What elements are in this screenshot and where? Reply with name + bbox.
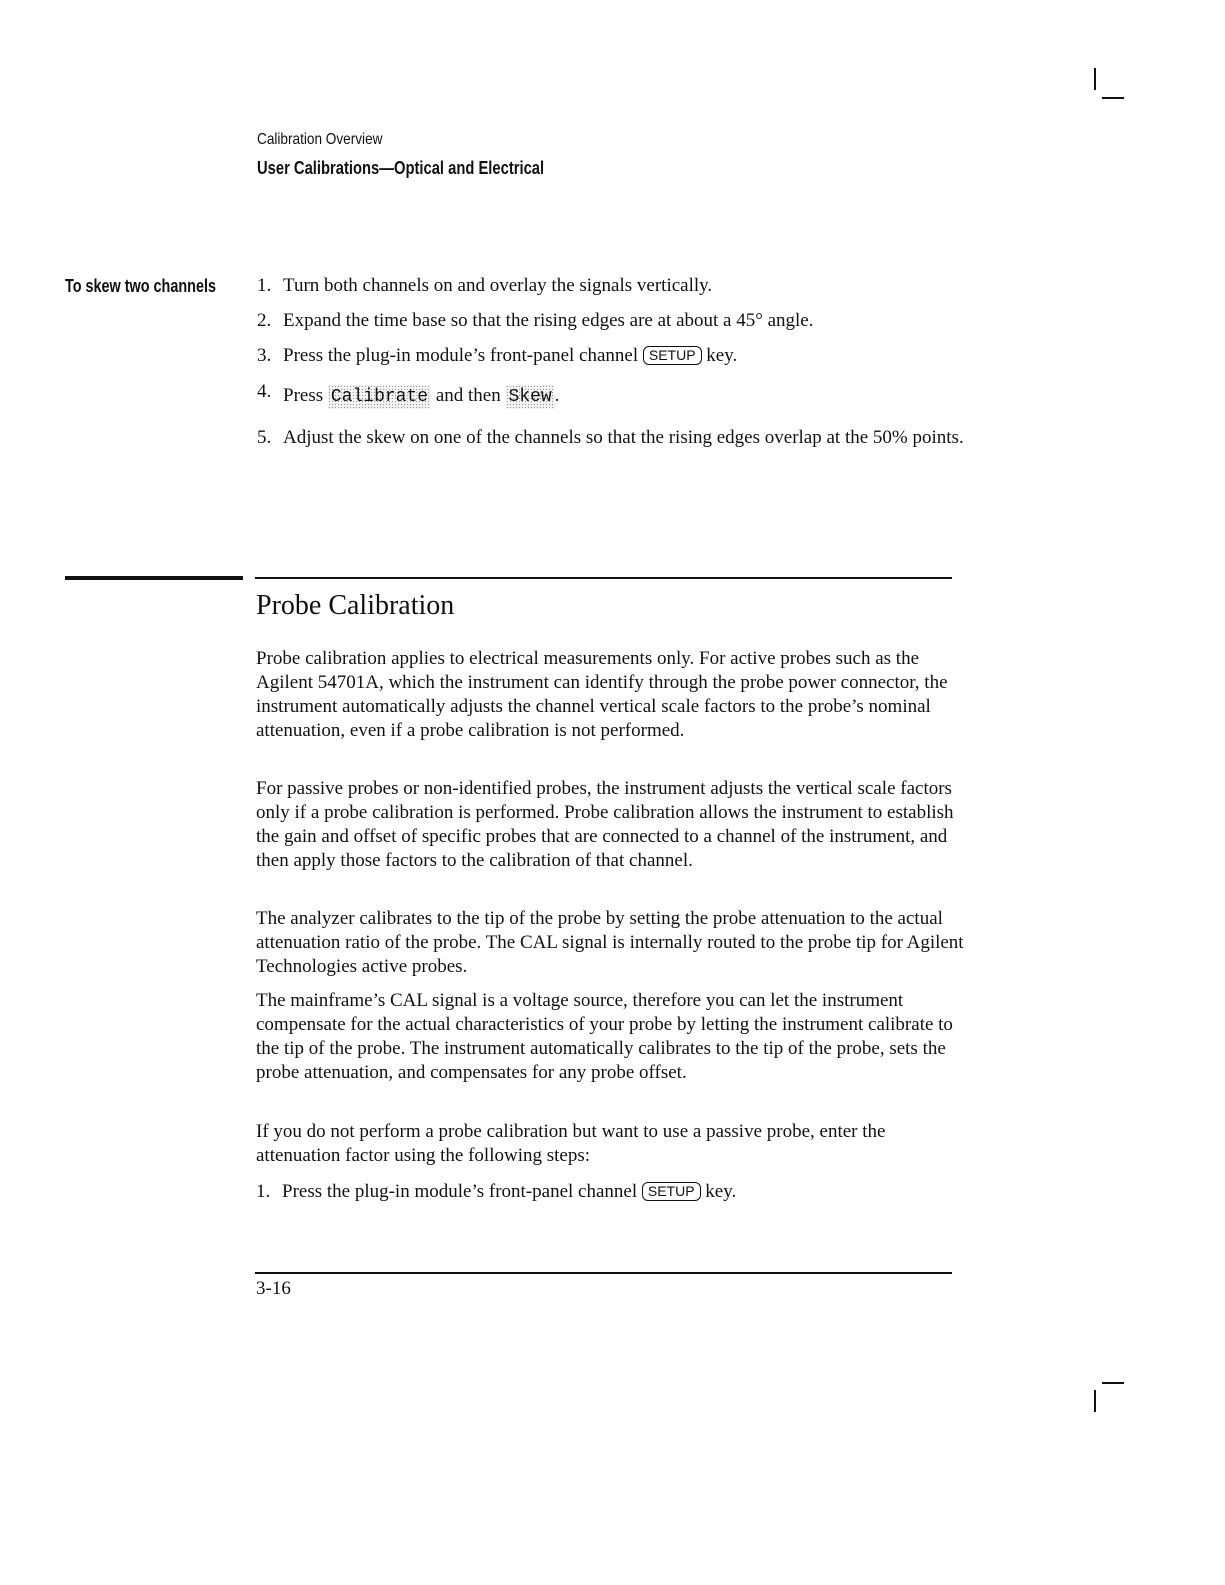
step-number: 1.	[257, 275, 272, 296]
skew-softkey: Skew	[506, 385, 555, 409]
section-rule-thick	[65, 576, 243, 580]
paragraph-4: The mainframe’s CAL signal is a voltage source, therefore you can let the instrument compensate for the actual characteristics of your probe by letting the instrument calibrate to the tip of the probe. The instrument automatically calibrates to the tip of the probe, sets the probe attenuation, and compensates for any probe offset.	[256, 990, 953, 1083]
step-number: 4.	[257, 381, 272, 402]
step-text	[282, 1180, 956, 1204]
section-header: User Calibrations—Optical and Electrical	[257, 158, 545, 178]
skew-step-5	[257, 426, 977, 450]
paragraph-5: If you do not perform a probe calibration but want to use a passive probe, enter the attenuation factor using the following steps:	[256, 1121, 886, 1166]
step-number: 5.	[257, 427, 272, 448]
step-number: 1.	[256, 1181, 271, 1202]
step-text-after: key.	[705, 1181, 737, 1202]
step-text	[283, 384, 957, 409]
paragraph-2: For passive probes or non-identified probes, the instrument adjusts the vertical scale factors only if a probe calibration is performed. Probe calibration allows the instrument to establish the gain and offset of specific probes that are connected to a channel of the instrument, and then apply those factors to the calibration of that channel.	[256, 778, 954, 871]
step-text: Adjust the skew on one of the channels so that the rising edges overlap at the 50% points.	[283, 427, 964, 448]
step-text-before: Press the plug-in module’s front-panel channel	[282, 1181, 638, 1202]
paragraph-3: The analyzer calibrates to the tip of the probe by setting the probe attenuation to the actual attenuation ratio of the probe. The CAL signal is internally routed to the probe tip for Agilent Technologies active probes.	[256, 908, 964, 977]
crop-mark-bottom-horizontal	[1102, 1382, 1124, 1384]
skew-step-4	[257, 381, 957, 409]
step-text: Turn both channels on and overlay the signals vertically.	[283, 275, 713, 296]
section-rule-thin	[255, 577, 952, 579]
chapter-header: Calibration Overview	[257, 131, 383, 148]
step-text-after: .	[554, 385, 560, 406]
calibrate-softkey: Calibrate	[328, 385, 431, 409]
step-number: 3.	[257, 345, 272, 366]
skew-step-1	[257, 274, 957, 298]
step-number: 2.	[257, 310, 272, 331]
procedure-label: To skew two channels	[65, 276, 216, 296]
crop-mark-top-horizontal	[1102, 97, 1124, 99]
step-text-after: key.	[706, 345, 738, 366]
crop-mark-bottom-vertical	[1094, 1390, 1096, 1412]
setup-key: SETUP	[643, 346, 702, 365]
probe-step-1	[256, 1180, 956, 1204]
section-title: Probe Calibration	[256, 590, 455, 621]
paragraph-1: Probe calibration applies to electrical measurements only. For active probes such as the Agilent 54701A, which the instrument can identify through the probe power connector, the instrument automatically adjusts the channel vertical scale factors to the probe’s nominal attenuation, even if a probe calibration is not performed.	[256, 648, 948, 741]
skew-step-3	[257, 344, 957, 368]
step-text-before: Press	[283, 385, 324, 406]
step-text: Expand the time base so that the rising edges are at about a 45° angle.	[283, 310, 814, 331]
footer-rule	[255, 1272, 952, 1274]
crop-mark-top-vertical	[1094, 68, 1096, 90]
setup-key: SETUP	[642, 1182, 701, 1201]
page-number: 3-16	[256, 1278, 291, 1299]
step-text	[283, 344, 957, 368]
step-text-mid: and then	[435, 385, 501, 406]
step-text-before: Press the plug-in module’s front-panel channel	[283, 345, 639, 366]
skew-step-2	[257, 309, 957, 333]
